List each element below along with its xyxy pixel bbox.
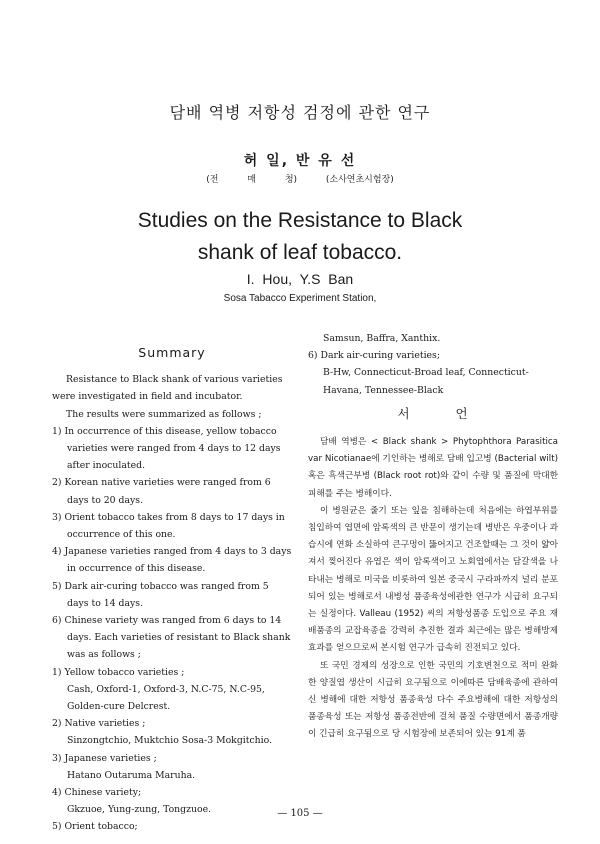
summary-intro-2: The results were summarized as follows ; [66, 408, 262, 420]
variety-list: B-Hw, Connecticut-Broad leaf, Connecticut-Havana, Tennessee-Black [323, 367, 529, 396]
summary-item: 3) Orient tobacco takes from 8 days to 17 days in occurrence of this one. [52, 511, 285, 541]
summary-item: 4) Japanese varieties ranged from 4 days to 3 days in occurrence of this disease. [52, 546, 292, 575]
affiliation-korean: (전 매 청) (소사연초시험장) [206, 175, 394, 185]
introduction-paragraph: 담배 역병은 < Black shank > Phytophthora Parasitica var Nicotianae에 기인하는 병해로 담배 입고병 (Bacterial wilt) 혹은 흑색근부병 (Black root rot)와 같이 수량 및 품질에 막대한 피해를 주는 병해이다. [308, 437, 558, 499]
authors-korean: 허 일, 반 유 선 [243, 153, 357, 169]
variety-list: Sinzongtchio, Muktchio Sosa-3 Mokgitchio. [67, 735, 273, 747]
authors-english: I. Hou, Y.S Ban [246, 271, 354, 287]
page-number: — 105 — [277, 808, 323, 819]
variety-list: Gkzuoe, Yung-zung, Tongzuoe. [67, 804, 212, 816]
variety-label: 4) Chinese variety; [52, 787, 142, 799]
paper-title-korean: 담배 역병 저항성 검정에 관한 연구 [169, 103, 431, 122]
right-column [308, 330, 558, 744]
variety-list: Samsun, Baffra, Xanthix. [323, 333, 441, 344]
variety-label: 6) Dark air-curing varieties; [308, 350, 440, 362]
summary-column [52, 340, 292, 836]
summary-item: 5) Dark air-curing tobacco was ranged from 5 days to 14 days. [52, 580, 269, 609]
variety-label: 1) Yellow tobacco varieties ; [52, 666, 185, 678]
summary-item: 1) In occurrence of this disease, yellow tobacco varieties were ranged from 4 days to 12 days after inoculated. [52, 425, 281, 472]
introduction-paragraph: 또 국민 경제의 성장으로 인한 국민의 기호변천으로 적미 완화한 양질엽 생산이 시급히 요구됨으로 이에따른 담배육종에 관하여 신 병해에 대한 저항성 품종육성 다수 주요병해에 대한 저항성의 품종육성 또는 저항성 품종전반에 걸쳐 품질 수량면에서 품종개량이 긴급히 요구됨으로 당 시험장에 보존되어 있는 91계 품 [308, 660, 558, 740]
summary-heading: Summary [138, 345, 206, 360]
title-english-line-2: shank of leaf tobacco. [197, 241, 403, 264]
summary-item: 6) Chinese variety was ranged from 6 days to 14 days. Each varieties of resistant to Black shank was as follows ; [52, 615, 291, 661]
introduction-heading: 서 언 [397, 405, 469, 421]
paper-title-english [0, 205, 600, 269]
variety-list: Hatano Outaruma Maruha. [67, 769, 196, 781]
affiliation-english: Sosa Tabacco Experiment Station, [223, 293, 377, 304]
introduction-paragraph: 이 병원균은 줄기 또는 잎을 침해하는데 처음에는 하엽부위를 침입하여 엽면에 암록색의 큰 반문이 생기는데 병반은 우중이나 과습시에 연화 소실하여 큰구멍이 뚫어지고 건조할때는 그 것이 얇아져서 찢어진다 유엽은 색이 암록색이고 노회엽에서는 담갈색을 나타내는 병해로 미국을 비롯하여 일본 중국시 구라파까지 널리 분포되어 있는 병해로서 내병성 품종육성에관한 연구가 시급히 요구되는 실정이다. Valleau (1952) 씨의 저항성품종 도입으로 주요 재배품종의 교잡육종을 강력히 추진한 결과 최근에는 많은 병해방제 효과를 얻으므로써 본시험 연구가 급속히 진전되고 있다. [308, 505, 558, 654]
variety-label: 3) Japanese varieties ; [52, 752, 157, 764]
variety-list: Cash, Oxford-1, Oxford-3, N.C-75, N.C-95, Golden-cure Delcrest. [67, 683, 265, 713]
variety-label: 5) Orient tobacco; [52, 821, 138, 833]
variety-label: 2) Native varieties ; [52, 718, 146, 730]
title-english-line-1: Studies on the Resistance to Black [137, 209, 463, 232]
summary-intro: Resistance to Black shank of various varieties were investigated in field and incubator. [52, 374, 283, 403]
summary-item: 2) Korean native varieties were ranged from 6 days to 20 days. [52, 477, 271, 506]
